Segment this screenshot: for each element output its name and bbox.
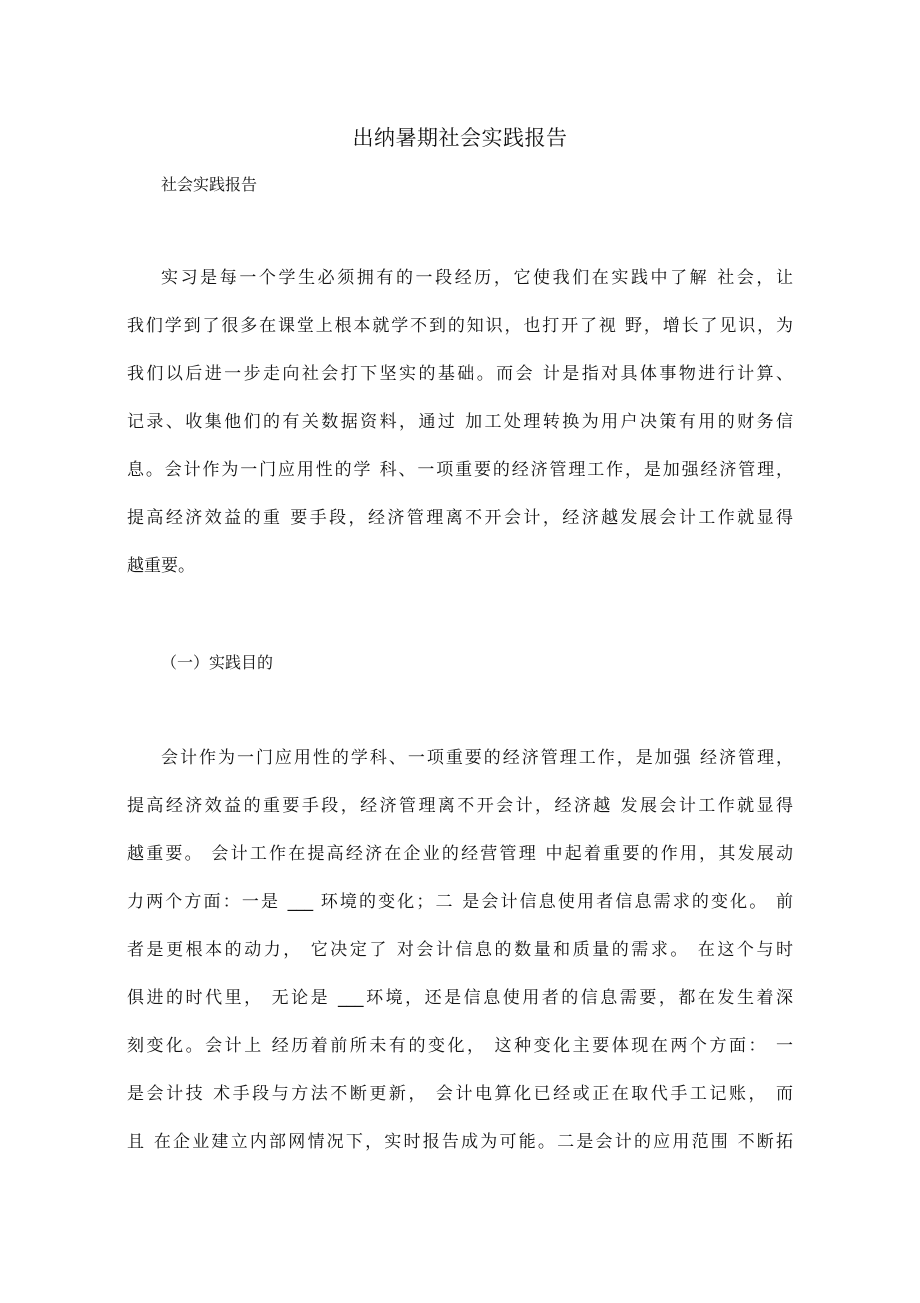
intro-line: 提高经济效益的重 要手段，经济管理离不开会计，经济越发展会计工作就显得	[127, 508, 793, 528]
intro-line: 我们学到了很多在课堂上根本就学不到的知识，也打开了视 野，增长了见识，为	[127, 316, 793, 336]
intro-line: 我们以后进一步走向社会打下坚实的基础。而会 计是指对具体事物进行计算、	[127, 364, 793, 384]
intro-line: 越重要。	[127, 556, 195, 576]
body-line: 刻变化。会计上 经历着前所未有的变化， 这种变化主要体现在两个方面： 一	[127, 1036, 793, 1056]
body-line: 越重要。 会计工作在提高经济在企业的经营管理 中起着重要的作用，其发展动	[127, 844, 793, 864]
body-line: 力两个方面：一是 ___ 环境的变化；二 是会计信息使用者信息需求的变化。 前	[127, 892, 793, 912]
body-line: 俱进的时代里， 无论是 ___环境，还是信息使用者的信息需要，都在发生着深	[127, 988, 793, 1008]
body-line: 者是更根本的动力， 它决定了 对会计信息的数量和质量的需求。 在这个与时	[127, 940, 793, 960]
section-heading: （一）实践目的	[161, 653, 274, 672]
document-subtitle: 社会实践报告	[161, 175, 258, 194]
body-line: 提高经济效益的重要手段，经济管理离不开会计，经济越 发展会计工作就显得	[127, 796, 793, 816]
intro-line: 实习是每一个学生必须拥有的一段经历，它使我们在实践中了解 社会，让	[161, 268, 793, 288]
intro-line: 记录、收集他们的有关数据资料，通过 加工处理转换为用户决策有用的财务信	[127, 412, 793, 432]
body-line: 会计作为一门应用性的学科、一项重要的经济管理工作，是加强 经济管理，	[161, 748, 793, 768]
intro-line: 息。会计作为一门应用性的学 科、一项重要的经济管理工作，是加强经济管理，	[127, 460, 793, 480]
body-line: 且 在企业建立内部网情况下，实时报告成为可能。二是会计的应用范围 不断拓	[127, 1132, 793, 1152]
body-line: 是会计技 术手段与方法不断更新， 会计电算化已经或正在取代手工记账， 而	[127, 1084, 793, 1104]
document-title: 出纳暑期社会实践报告	[352, 126, 568, 150]
